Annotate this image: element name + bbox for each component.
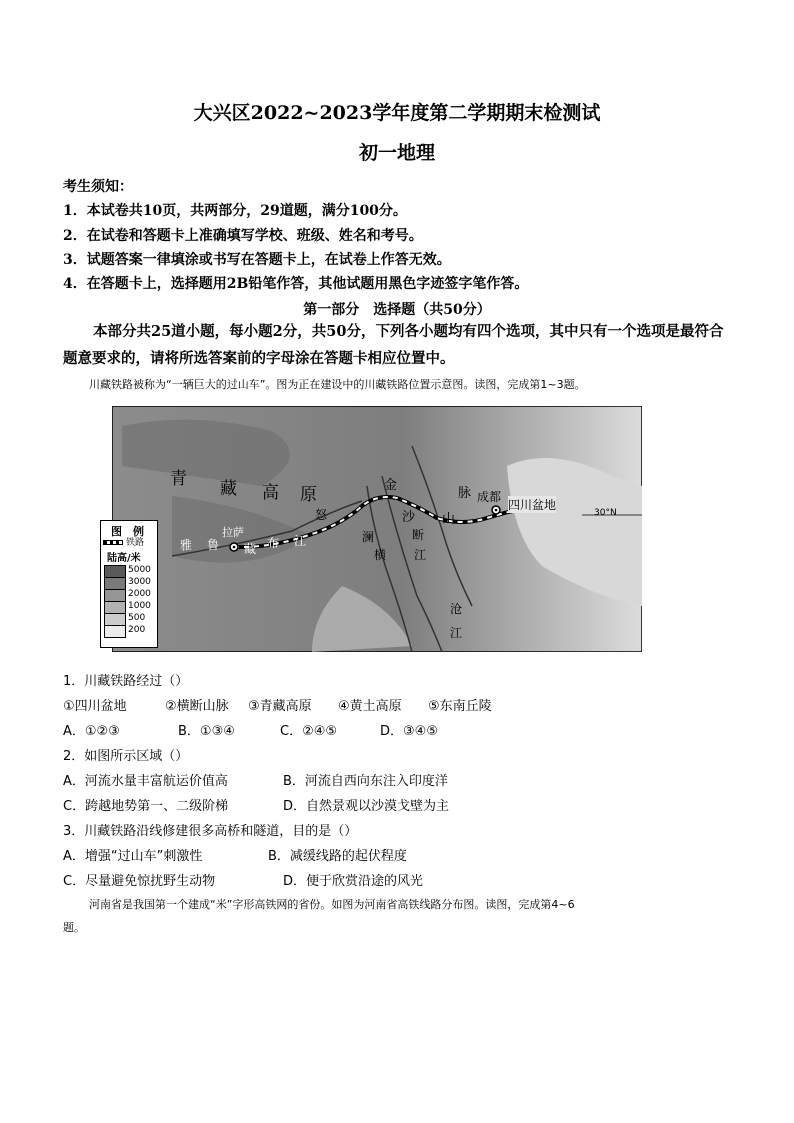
label-shan: 山 [442,512,456,527]
legend-level-row [104,565,154,577]
label-jiang2: 江 [450,626,463,640]
lead-paragraph: 川藏铁路被称为“一辆巨大的过山车”。图为正在建设中的川藏铁路位置示意图。读图，完成第1~3题。 [89,378,586,391]
legend-level-row [104,577,154,589]
label-jiang: 江 [294,534,307,548]
answer-option: B．①③④ [178,724,235,739]
choice-item: ①四川盆地 [63,699,127,714]
legend-level-row [104,613,154,625]
answer-option: C．②④⑤ [280,724,338,739]
label-duan: 断 [412,528,425,542]
exam-subtitle: 初一地理 [358,142,435,164]
answer-option: D．便于欣赏沿途的风光 [283,874,424,889]
answer-option: A．①②③ [63,724,120,739]
notice-item: 3．试题答案一律填涂或书写在答题卡上，在试卷上作答无效。 [63,252,451,268]
label-sichuan-basin: 四川盆地 [508,498,557,512]
legend-level-label: 3000 [128,577,151,587]
legend-level-swatch [104,625,126,638]
label-gao: 高 [262,483,279,503]
label-lan: 澜 [362,530,375,544]
notice-item: 4．在答题卡上，选择题用2B铅笔作答，其他试题用黑色字迹签字笔作答。 [63,276,529,292]
legend-level-label: 2000 [128,589,151,599]
question-stem: 1．川藏铁路经过（） [63,674,189,689]
legend-level-label: 1000 [128,601,151,611]
notice-item: 1．本试卷共10页，共两部分，29道题，满分100分。 [63,203,407,219]
label-sha: 沙 [402,510,416,525]
label-ya: 雅 [180,538,193,552]
choice-item: ⑤东南丘陵 [428,699,492,714]
label-latitude: 30°N [594,508,617,518]
answer-option: B．减缓线路的起伏程度 [268,849,407,864]
choice-item: ③青藏高原 [248,699,312,714]
part-intro-text: 本部分共25道小题，每小题2分，共50分，下列各小题均有四个选项，其中只有一个选项是最符合题意要求的，请将所选答案前的字母涂在答题卡相应位置中。 [63,323,724,367]
legend-levels [104,565,154,637]
label-zang: 藏 [220,479,237,499]
label-jin: 金 [384,478,398,493]
choice-item: ②横断山脉 [165,699,229,714]
lead-paragraph: 河南省是我国第一个建成“米”字形高铁网的省份。如图为河南省高铁线路分布图。读图，完成第4~6 [89,898,575,911]
answer-option: D．③④⑤ [380,724,438,739]
legend-title: 图 例 [111,525,144,538]
answer-option: C．尽量避免惊扰野生动物 [63,874,216,889]
railway-map [107,406,642,652]
legend-level-row [104,625,154,637]
lead-paragraph-cont: 题。 [63,921,85,934]
label-lu: 鲁 [207,538,220,552]
label-nu: 怒 [315,508,328,522]
map-graphic [112,406,642,652]
exam-title: 大兴区2022~2023学年度第二学期期末检测试 [193,102,601,124]
legend-level-label: 200 [128,625,146,635]
label-cang: 沧 [450,602,463,616]
label-heng: 横 [374,548,387,562]
legend-level-row [104,589,154,601]
part-intro [63,318,731,372]
label-jiang3: 江 [414,548,427,562]
label-yuan: 原 [300,485,317,505]
answer-option: D．自然景观以沙漠戈壁为主 [283,799,450,814]
notice-heading: 考生须知： [63,179,133,195]
legend-railway: 铁路 [126,538,145,548]
answer-option: B．河流自西向东注入印度洋 [283,774,448,789]
legend-elevation-title: 陆高/米 [107,553,141,564]
railway-legend-swatch [103,540,123,545]
label-zang2: 藏 [244,542,257,556]
answer-option: A．河流水量丰富航运价值高 [63,774,228,789]
part-title: 第一部分 选择题（共50分） [303,302,491,318]
question-stem: 2．如图所示区域（） [63,749,189,764]
answer-option: C．跨越地势第一、二级阶梯 [63,799,229,814]
question-stem: 3．川藏铁路沿线修建很多高桥和隧道，目的是（） [63,824,358,839]
choice-item: ④黄土高原 [338,699,402,714]
label-mai: 脉 [458,486,472,501]
legend-level-label: 5000 [128,565,151,575]
answer-option: A．增强“过山车”刺激性 [63,849,203,864]
notice-item: 2．在试卷和答题卡上准确填写学校、班级、姓名和考号。 [63,228,423,244]
label-lasa: 拉萨 [222,526,244,539]
legend-level-label: 500 [128,613,146,623]
legend-level-row [104,601,154,613]
label-chengdu: 成都 [477,490,502,504]
label-bu: 布 [267,536,280,550]
map-legend [100,520,158,648]
label-qing: 青 [170,469,187,489]
